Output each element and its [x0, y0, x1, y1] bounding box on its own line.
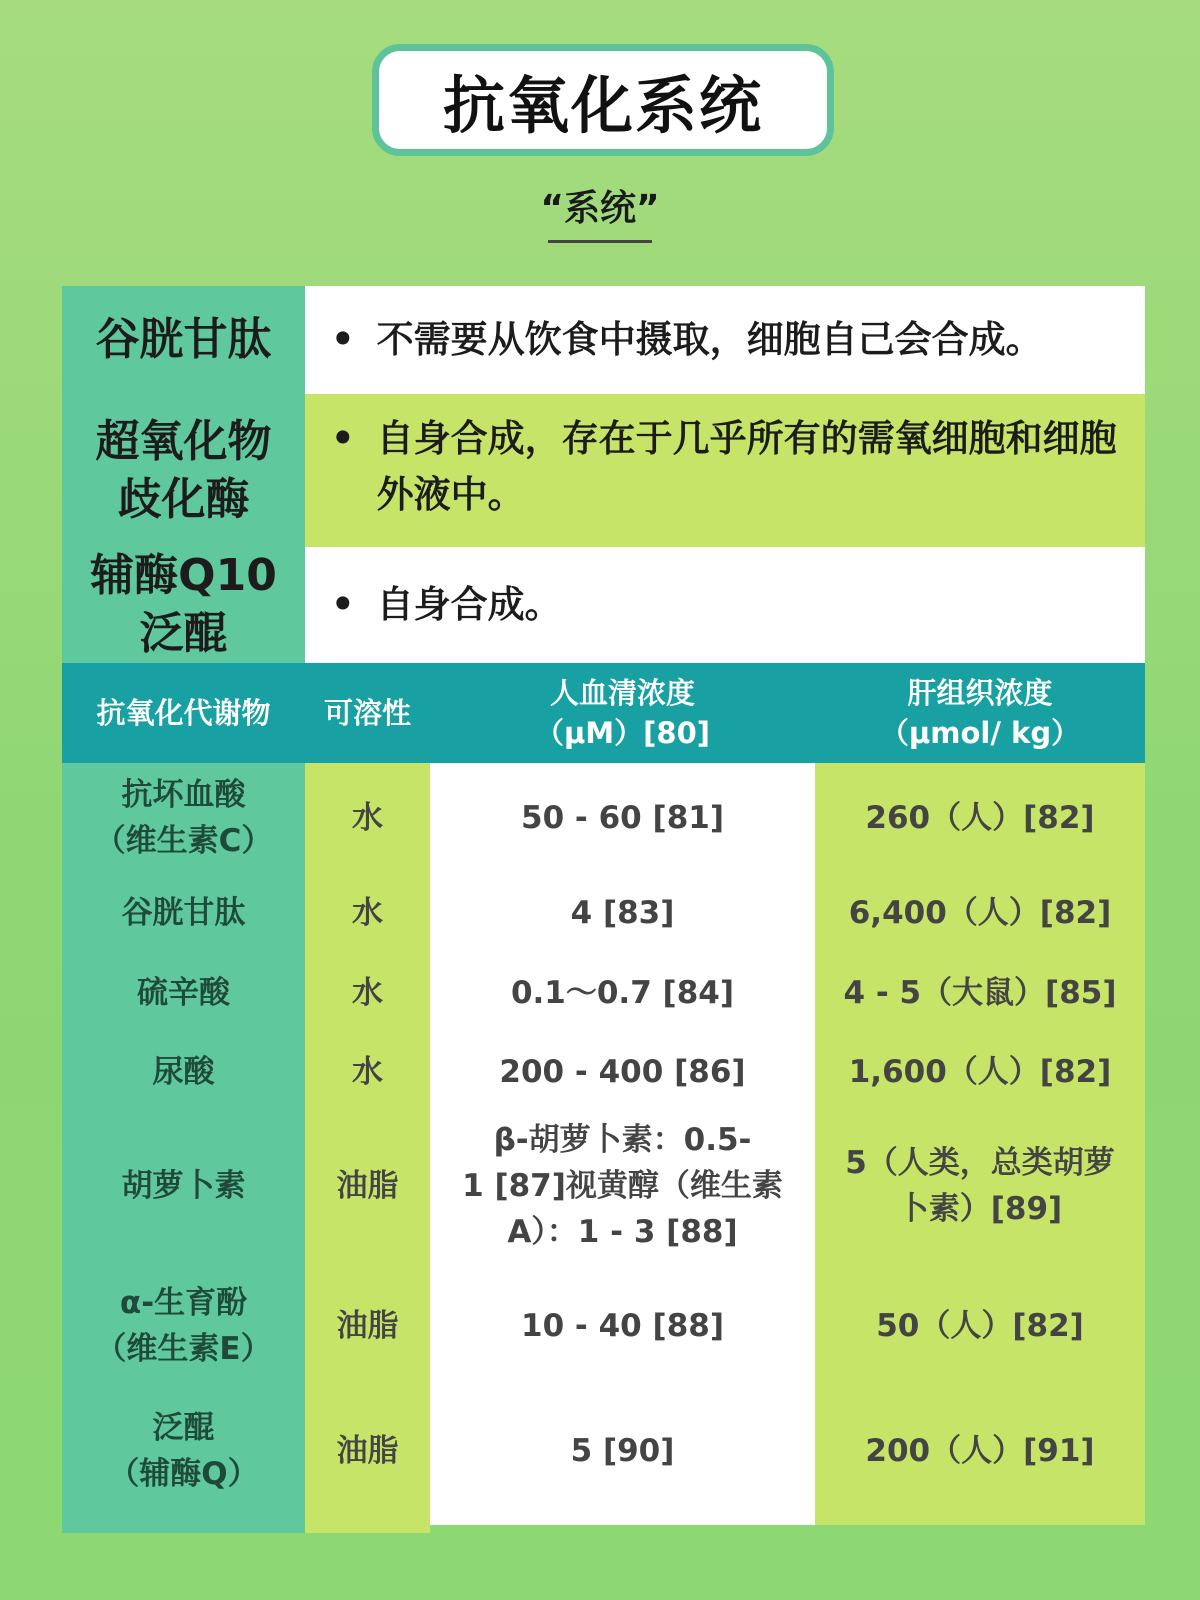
label-line: 谷胱甘肽	[95, 314, 272, 365]
metabolite-cell	[62, 1391, 305, 1511]
serum-concentration-cell	[430, 1111, 815, 1261]
bullet: •	[331, 318, 355, 361]
liver-concentration-cell	[815, 953, 1145, 1033]
summary-row-label	[62, 394, 305, 547]
metabolite-cell-text: 抗坏血酸 （维生素C）	[94, 777, 273, 859]
liver-concentration-cell-text: 4 - 5（大鼠）[85]	[843, 975, 1117, 1011]
liver-concentration-cell	[815, 1111, 1145, 1261]
liver-concentration-cell-text: 200（人）[91]	[865, 1433, 1095, 1469]
summary-text: 自身合成，存在于几乎所有的需氧细胞和细胞外液中。	[376, 417, 1117, 516]
metabolite-cell	[62, 1261, 305, 1391]
serum-concentration-cell	[430, 953, 815, 1033]
serum-concentration-cell-text: 200 - 400 [86]	[499, 1054, 746, 1090]
metabolite-cell-text: 胡萝卜素	[121, 1168, 246, 1204]
solubility-cell-text: 水	[352, 1054, 383, 1090]
header-cell	[430, 663, 815, 763]
summary-row	[62, 547, 1145, 663]
serum-concentration-cell	[430, 763, 815, 873]
liver-concentration-cell-text: 260（人）[82]	[865, 800, 1095, 836]
data-table-body	[62, 763, 1145, 1533]
serum-concentration-cell	[430, 873, 815, 953]
summary-text: 不需要从饮食中摄取，细胞自己会合成。	[376, 318, 1043, 361]
solubility-cell-text: 油脂	[336, 1433, 399, 1469]
summary-row-content	[305, 547, 1145, 663]
header-text: 人血清浓度 （μM）[80]	[534, 676, 711, 750]
serum-concentration-cell-text: 4 [83]	[570, 895, 675, 931]
liver-concentration-cell	[815, 1033, 1145, 1111]
serum-concentration-cell-text: 50 - 60 [81]	[521, 800, 724, 836]
serum-concentration-cell-text: 10 - 40 [88]	[521, 1308, 724, 1344]
bullet: •	[331, 583, 355, 626]
serum-concentration-cell-text: β-胡萝卜素：0.5- 1 [87]视黄醇（维生素 A）：1 - 3 [88]	[462, 1122, 783, 1250]
label-line: 辅酶Q10	[90, 550, 277, 601]
header-cell	[815, 663, 1145, 763]
metabolite-cell-text: 尿酸	[152, 1054, 215, 1090]
header-text: 抗氧化代谢物	[96, 696, 271, 730]
summary-row-content	[305, 394, 1145, 547]
solubility-cell-text: 水	[352, 895, 383, 931]
serum-concentration-cell	[430, 1391, 815, 1511]
metabolite-cell	[62, 763, 305, 873]
metabolite-cell	[62, 1033, 305, 1111]
liver-concentration-cell	[815, 1391, 1145, 1511]
summary-row-content	[305, 286, 1145, 394]
liver-concentration-cell	[815, 873, 1145, 953]
solubility-cell	[305, 953, 430, 1033]
metabolite-cell-text: 谷胱甘肽	[121, 895, 246, 931]
bullet: •	[331, 417, 355, 460]
solubility-cell	[305, 1033, 430, 1111]
serum-concentration-cell-text: 0.1～0.7 [84]	[510, 975, 735, 1011]
liver-concentration-cell-text: 1,600（人）[82]	[848, 1054, 1112, 1090]
metabolite-cell-text: 硫辛酸	[137, 975, 230, 1011]
liver-concentration-cell-text: 50（人）[82]	[876, 1308, 1084, 1344]
liver-concentration-cell-text: 5（人类，总类胡萝 卜素）[89]	[845, 1145, 1115, 1227]
solubility-cell	[305, 763, 430, 873]
summary-text: 自身合成。	[376, 583, 562, 626]
column-serum	[430, 763, 815, 1525]
metabolite-cell	[62, 1111, 305, 1261]
liver-concentration-cell	[815, 763, 1145, 873]
summary-row	[62, 286, 1145, 394]
header-cell	[305, 663, 430, 763]
header-text: 肝组织浓度 （μmol/ kg）	[879, 676, 1081, 750]
solubility-cell-text: 油脂	[336, 1168, 399, 1204]
serum-concentration-cell	[430, 1033, 815, 1111]
serum-concentration-cell	[430, 1261, 815, 1391]
solubility-cell	[305, 1391, 430, 1511]
column-metabolite	[62, 763, 305, 1533]
liver-concentration-cell-text: 6,400（人）[82]	[848, 895, 1112, 931]
summary-row-label	[62, 547, 305, 663]
solubility-cell	[305, 873, 430, 953]
metabolite-cell	[62, 873, 305, 953]
subtitle-underline	[548, 240, 652, 243]
column-liver	[815, 763, 1145, 1525]
title-box	[372, 44, 834, 156]
summary-row-label	[62, 286, 305, 394]
solubility-cell-text: 水	[352, 800, 383, 836]
metabolite-cell-text: α-生育酚 （维生素E）	[95, 1285, 272, 1367]
solubility-cell	[305, 1111, 430, 1261]
header-cell	[62, 663, 305, 763]
page-title: 抗氧化系统	[442, 68, 763, 142]
subtitle: “系统”	[540, 188, 660, 229]
solubility-cell-text: 油脂	[336, 1308, 399, 1344]
liver-concentration-cell	[815, 1261, 1145, 1391]
solubility-cell-text: 水	[352, 975, 383, 1011]
solubility-cell	[305, 1261, 430, 1391]
serum-concentration-cell-text: 5 [90]	[570, 1433, 675, 1469]
column-solubility	[305, 763, 430, 1533]
summary-table	[62, 286, 1145, 663]
label-line: 泛醌	[139, 608, 228, 659]
label-line: 超氧化物	[95, 415, 272, 467]
metabolite-cell	[62, 953, 305, 1033]
table-header	[62, 663, 1145, 763]
label-line: 歧化酶	[117, 473, 250, 525]
header-text: 可溶性	[323, 696, 411, 730]
summary-row	[62, 394, 1145, 547]
metabolite-cell-text: 泛醌 （辅酶Q）	[108, 1410, 259, 1492]
